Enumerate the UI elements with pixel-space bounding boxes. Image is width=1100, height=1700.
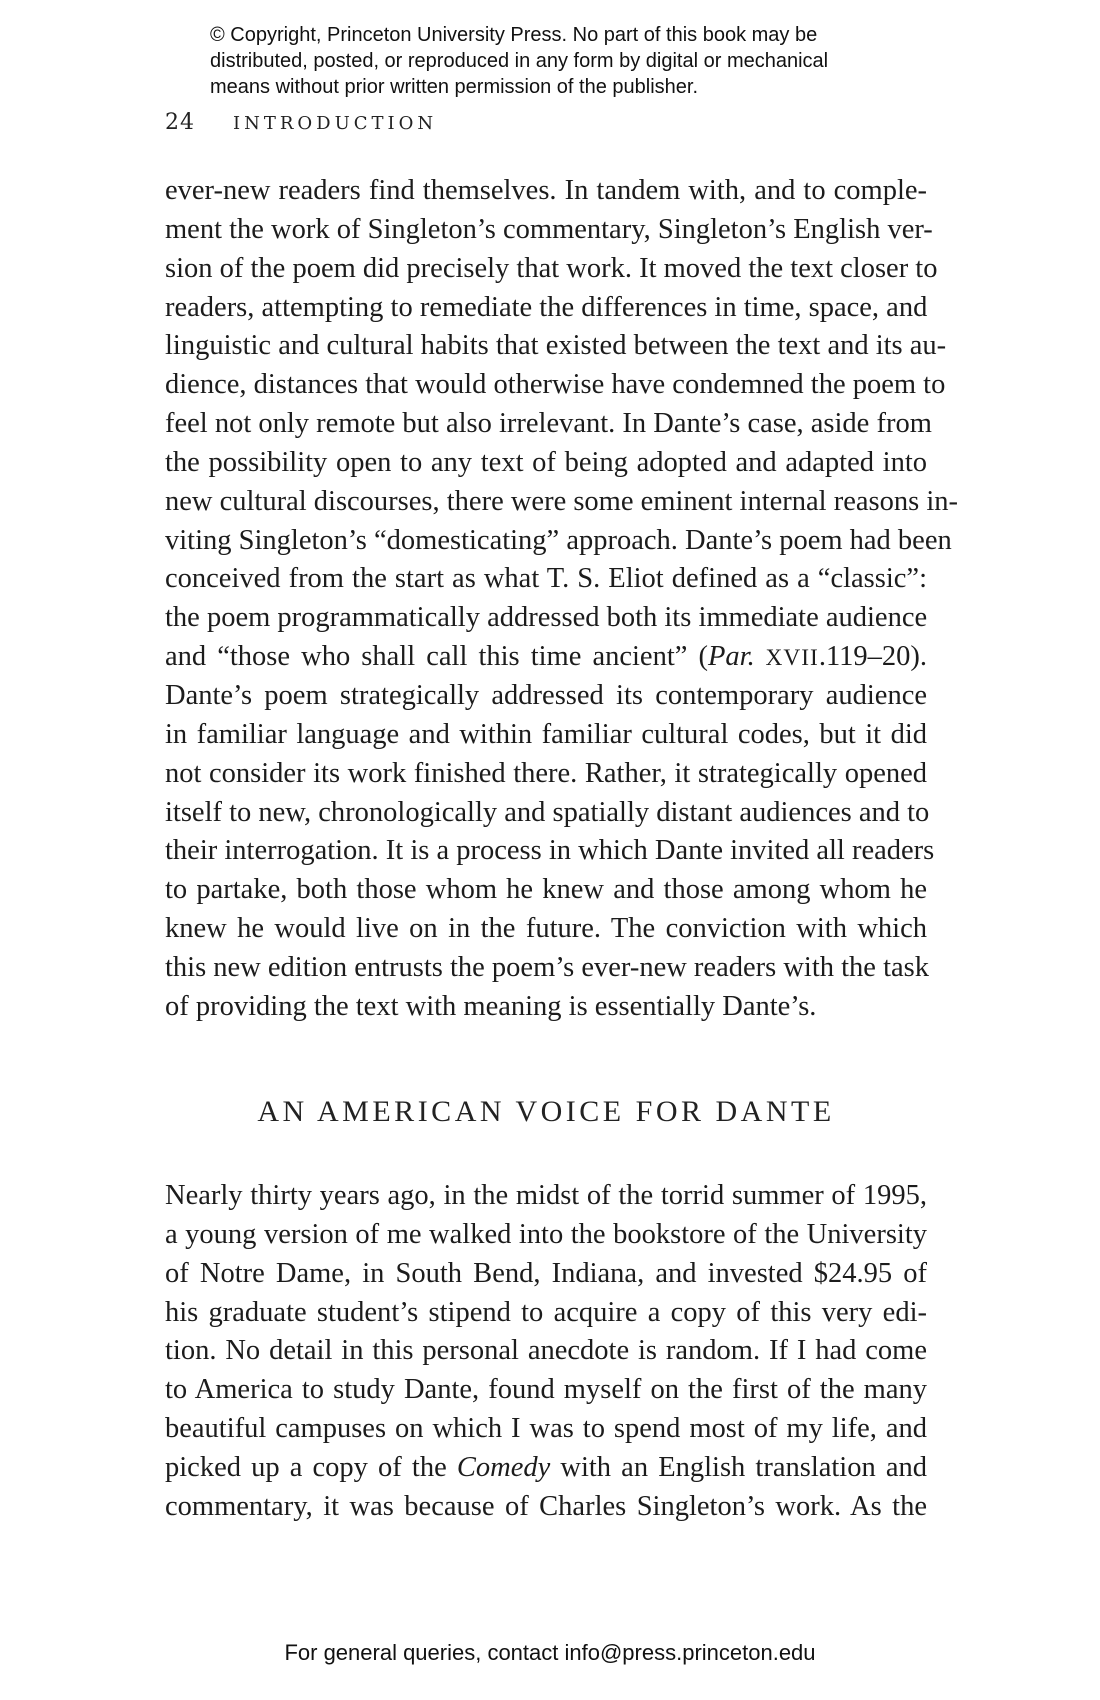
text-line: not consider its work finished there. Rather, it strategically opened [165,757,927,789]
text-line: commentary, it was because of Charles Singleton’s work. As the [165,1490,927,1522]
text-line: their interrogation. It is a process in which Dante invited all readers [165,835,935,867]
text-line: of providing the text with meaning is essentially Dante’s. [165,990,817,1022]
text-line: Dante’s poem strategically addressed its contemporary audience [165,679,927,711]
text-line: conceived from the start as what T. S. Eliot defined as a “classic”: [165,563,927,595]
text-line: of Notre Dame, in South Bend, Indiana, and invested $24.95 of [165,1257,927,1289]
text-line: to partake, both those whom he knew and those among whom he [165,874,927,906]
section-heading: AN AMERICAN VOICE FOR DANTE [257,1095,835,1128]
text-line: knew he would live on in the future. The conviction with which [165,913,927,945]
copyright-line: © Copyright, Princeton University Press. No part of this book may be [210,24,818,46]
text-line: readers, attempting to remediate the differences in time, space, and [165,291,928,323]
citation-work: Par. [707,641,755,673]
text-segment: picked up a copy of the [165,1451,457,1483]
citation-suffix: .119–20). [818,641,927,673]
text-line: in familiar language and within familiar cultural codes, but it did [165,718,927,750]
text-line: Nearly thirty years ago, in the midst of the torrid summer of 1995, [165,1180,927,1211]
text-line: new cultural discourses, there were some eminent internal reasons in- [165,485,958,517]
text-line: the possibility open to any text of being adopted and adapted into [165,446,927,478]
body-paragraph-1 [165,172,958,1027]
text-line: this new edition entrusts the poem’s ever-new readers with the task [165,951,929,983]
text-line-citation [165,638,927,677]
citation-canto: XVII [754,645,819,672]
text-line: dience, distances that would otherwise have condemned the poem to [165,369,946,401]
text-line: to America to study Dante, found myself on the first of the many [165,1374,927,1406]
text-line: the poem programmatically addressed both its immediate audience [165,602,928,634]
copyright-line: means without prior written permission of the publisher. [210,76,699,98]
copyright-line: distributed, posted, or reproduced in any form by digital or mechanical [210,50,829,72]
text-line: a young version of me walked into the bookstore of the University [165,1218,927,1250]
text-line: tion. No detail in this personal anecdote is random. If I had come [165,1335,927,1367]
text-line: sion of the poem did precisely that work. It moved the text closer to [165,252,938,284]
text-line: ever-new readers find themselves. In tandem with, and to comple- [165,175,927,206]
body-paragraph-2 [165,1177,927,1527]
page-number: 24 [165,110,195,135]
citation-prefix: and “those who shall call this time ancient” ( [165,641,708,673]
running-head-section: INTRODUCTION [233,113,438,134]
text-line-italic [165,1449,927,1488]
footer-contact: For general queries, contact info@press.princeton.edu [284,1640,816,1665]
text-line: his graduate student’s stipend to acquire a copy of this very edi- [165,1296,927,1328]
text-line: linguistic and cultural habits that existed between the text and its au- [165,330,947,362]
text-line: beautiful campuses on which I was to spend most of my life, and [165,1413,927,1445]
text-line: feel not only remote but also irrelevant. In Dante’s case, aside from [165,408,932,440]
running-head [165,110,437,135]
copyright-notice [210,22,930,100]
text-segment: with an English translation and [550,1451,928,1483]
text-line: itself to new, chronologically and spatially distant audiences and to [165,796,930,828]
work-title: Comedy [456,1451,551,1483]
text-line: ment the work of Singleton’s commentary, Singleton’s English ver- [165,213,933,245]
text-line: viting Singleton’s “domesticating” approach. Dante’s poem had been [165,524,952,556]
